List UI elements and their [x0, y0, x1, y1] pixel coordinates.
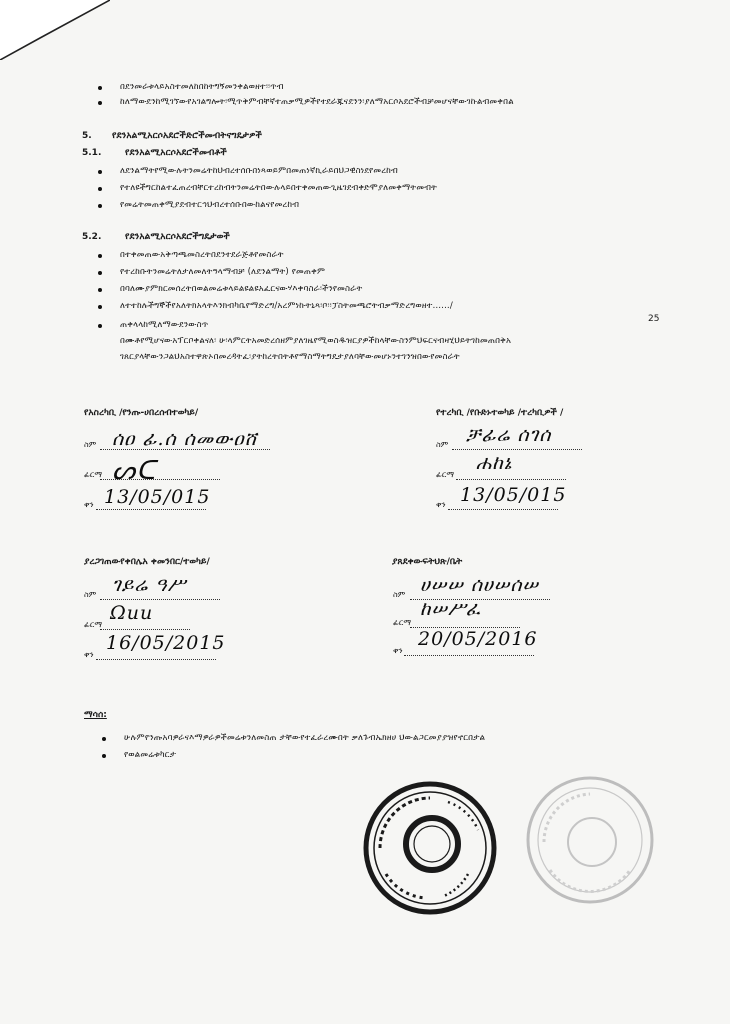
date-line: [404, 655, 534, 656]
date-label: ቀን: [393, 646, 403, 655]
signature-label: ፊርማ: [84, 470, 103, 479]
name-label: ስም: [84, 440, 97, 449]
intro-bullet: በደንመራቱላይአስተመለከበከትግኝመንቀልወዘተ፡፡ጥብ: [120, 82, 284, 92]
duty-item: ለተተከሉችግኞችየአለትክአላትእንክብካቤየማድረግ/አረምነኩትኒጻ፡ቦ፡፡ፓስትመጫሮትብቃማድረግወዘተ……/: [120, 301, 453, 311]
section-number: 5.: [82, 131, 92, 141]
signature-label: ፊርማ: [436, 470, 455, 479]
handwritten-date: 13/05/015: [460, 484, 567, 506]
handwritten-signature: ከሠሥፈ: [420, 598, 481, 620]
handwritten-date: 13/05/015: [104, 486, 211, 508]
folded-corner: [0, 0, 110, 60]
rights-item: የመሬትመጠቀሚያደብተርኅህብረተሰቡበውከልናየመረከብ: [120, 200, 300, 210]
duty-item: በባለሙያምክርመሰረትበወልመሬቱላይልዩልዩአፈርናውሃእቀባስራ፡ችንየመስራት: [120, 284, 363, 294]
rights-item: ለደንልማትየሚውሉትንመሬትከህብረተሰቡበነጻወይምበመጠነኛኪራይበህጋዊስነደየመረከብ: [120, 166, 398, 176]
date-line: [96, 509, 206, 510]
note-heading: ማሳሰ:: [84, 710, 107, 720]
signatory-title: የአስረካቢ /የንጡ-ሀበረሰብተወካይ/: [84, 408, 199, 418]
name-label: ስም: [84, 590, 97, 599]
date-label: ቀን: [84, 650, 94, 659]
handwritten-signature: ᔕᑕ: [112, 456, 157, 486]
section-heading: የደንአልሚአርሶአደሮችግዴታወች: [125, 232, 230, 242]
handwritten-signature: ሐከኔ: [476, 452, 513, 474]
signatory-title: ያጸደቀውፍትህጽ/ቤት: [392, 557, 463, 567]
signature-label: ፊርማ: [393, 618, 412, 627]
page-number: 25: [648, 314, 660, 324]
name-label: ስም: [393, 590, 406, 599]
section-number: 5.1.: [82, 148, 102, 158]
name-line: [452, 449, 582, 450]
handwritten-signature: Ωuu: [110, 602, 154, 624]
date-line: [96, 659, 216, 660]
handwritten-date: 16/05/2015: [106, 632, 226, 654]
note-item: ሁሉምየንጡአባዎራናእማዎራዎችመሬቱንለመስጠ ታቸውየተፈራረሙበት ቃለጉብኤክዘሀ ህውልጋርመያያዝየኖርበታል: [124, 733, 486, 743]
date-label: ቀን: [84, 500, 94, 509]
handwritten-name: ገይሬ ዓሥ: [112, 574, 187, 596]
name-label: ስም: [436, 440, 449, 449]
intro-bullet: ከለማውደንከሚገኘውየአገልግሎት፡ሚጥቅምብቸኛተጠቃሚዎችየተደራጁናደንን፡ያለማአርሶአደሮችብቻመሆናቸውገኩልብመቀበል: [120, 97, 514, 107]
duty-item: ጠቀላላከሚለማውደንውስጥ: [120, 320, 209, 330]
signature-label: ፊርማ: [84, 620, 103, 629]
duty-continuation: በሙቶየሚሆናውአፕርቦቀልናለ፡ ሁ፡ላምርትአመድረሰዘምያለገዜየሚወስዱዝርያዎችከላቸውስንምህፍርናብዛሂህይትገከመጠበቅአ: [120, 336, 512, 346]
section-heading: የደንአልሚአርሶአደሮችድሮችመብትናግዴታዎች: [112, 131, 262, 141]
duty-continuation: ገጸርያላቸውንጋልህአስተዋጽኦበመረዳትፈ፡ያትከረትበትቶየማስማትግዴታያለባቸውመሆኑንተገንዝበውየመስራት: [120, 352, 460, 362]
name-line: [100, 599, 220, 600]
handwritten-date: 20/05/2016: [418, 628, 538, 650]
handwritten-name: ሰዐ ፊ.ሰ ሰመውዐሸ: [112, 428, 258, 450]
handwritten-name: ቻፊሬ ሰገሰ: [466, 424, 552, 446]
duty-item: በተቀመጠውአቅጣጫመስረትበደንተደራጅቶየመስራት: [120, 250, 284, 260]
signature-line: [456, 479, 566, 480]
official-seal-stamp: [360, 778, 500, 918]
signatory-title: የተረካቢ /የቡድኑተወካይ /ተረካቢዎች /: [436, 408, 564, 418]
rights-item: የተለዩችግርከልተፈጠረብቸርተረከብትንመሬትበውሉላይበተቀመጠውጊዜገደብቀድሞያለመቀማትመብት: [120, 183, 438, 193]
duty-item: የተረከቡትንመሬትለታለመለትዓላማብቻ (ለደንልማት) የመጠቀም: [120, 267, 326, 277]
signatory-title: ያረጋገጠውየቀበሌአ ቀመንበር/ተወካይ/: [84, 557, 210, 567]
note-item: የወልመሬቱካርታ: [124, 750, 177, 760]
signature-line: [100, 629, 190, 630]
faded-seal-stamp: [520, 770, 660, 910]
section-heading: የደንአልሚአርሶአደሮችመብቶች: [125, 148, 227, 158]
handwritten-name: ሀሠሠ ሰሀሠሰሠ: [420, 574, 539, 596]
section-number: 5.2.: [82, 232, 102, 242]
date-line: [448, 509, 558, 510]
date-label: ቀን: [436, 500, 446, 509]
